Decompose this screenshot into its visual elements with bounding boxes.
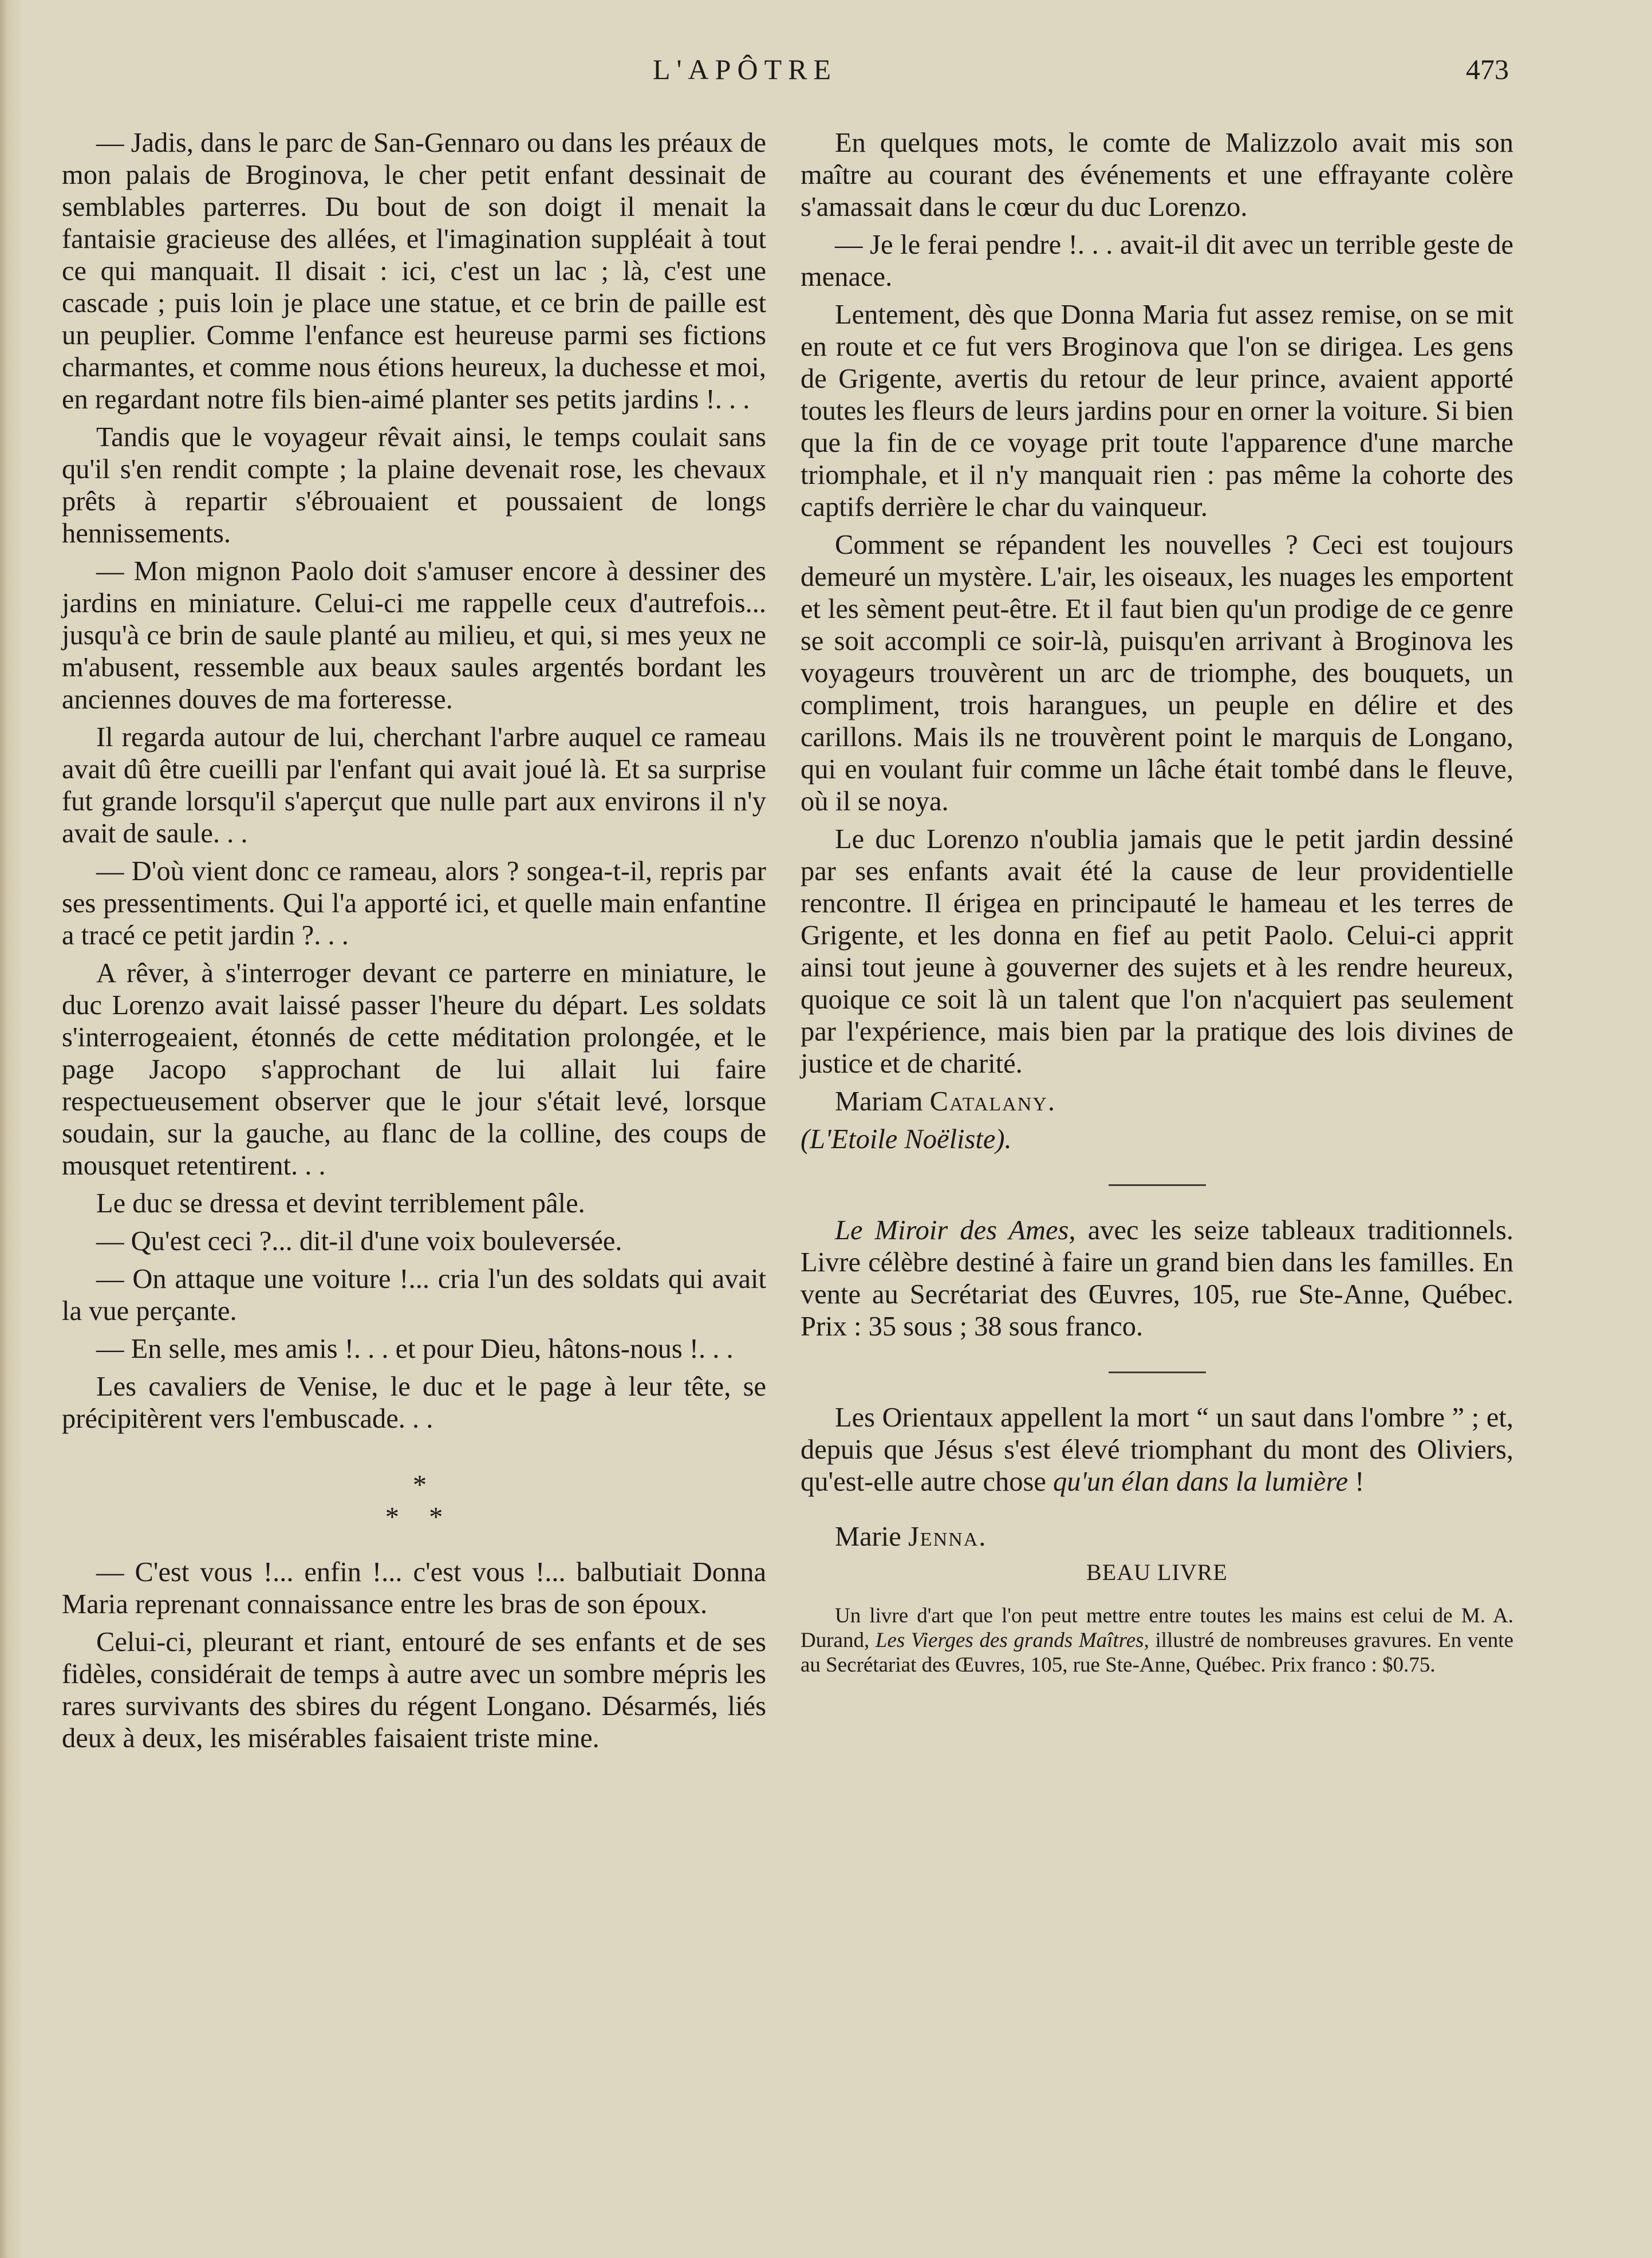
paragraph: Tandis que le voyageur rêvait ainsi, le temps coulait sans qu'il s'en rendit compte ; la plaine devenait rose, les chevaux prêts à repartir s'ébrouaient et poussaient de longs hennissements. <box>62 422 766 549</box>
asterisk-top: * <box>412 1470 427 1500</box>
beau-livre-heading: BEAU LIVRE <box>1086 1559 1228 1585</box>
paragraph: Comment se répandent les nouvelles ? Ceci est toujours demeuré un mystère. L'air, les oiseaux, les nuages les emportent et les sèment peut-être. Et il faut bien qu'un prodige de ce genre se soit accompli ce soir-là, puisqu'en arrivant à Broginova les voyageurs trouvèrent un arc de triomphe, des bouquets, un compliment, trois harangues, un peuple en délire et des carillons. Mais ils ne trouvèrent point le marquis de Longano, qui en voulant fuir comme un lâche était tombé dans le fleuve, où il se noya. <box>801 530 1513 817</box>
book-notice-text <box>801 1215 1513 1343</box>
book-notice <box>801 1215 1513 1343</box>
paragraph: — Je le ferai pendre !. . . avait-il dit avec un terrible geste de menace. <box>801 230 1513 292</box>
page-header <box>0 53 1652 93</box>
author-signature <box>801 1086 1513 1118</box>
running-title: L'APÔTRE <box>653 53 838 85</box>
quote-author-first: Marie <box>835 1522 901 1552</box>
paragraph: Les cavaliers de Venise, le duc et le page à leur tête, se précipitèrent vers l'embuscade. . . <box>62 1372 766 1434</box>
quote-text <box>801 1402 1513 1498</box>
paragraph: — En selle, mes amis !. . . et pour Dieu, hâtons-nous !. . . <box>96 1334 734 1364</box>
paragraph: — C'est vous !... enfin !... c'est vous !... balbutiait Donna Maria reprenant connaissance entre les bras de son époux. <box>62 1557 766 1619</box>
beau-livre-book-title: Les Vierges des grands Maîtres, <box>875 1629 1149 1652</box>
paragraph: Lentement, dès que Donna Maria fut assez remise, on se mit en route et ce fut vers Broginova que l'on se dirigea. Les gens de Grigente, avertis du retour de leur prince, avaient apporté toutes les fleurs de leurs jardins pour en orner la voiture. Si bien que la fin de ce voyage prit toute l'apparence d'une marche triomphale, et il n'y manquait rien : pas même la cohorte des captifs derrière le char du vainqueur. <box>801 300 1513 522</box>
quote-author-last: Jenna. <box>908 1522 987 1552</box>
author-first-name: Mariam <box>835 1086 923 1117</box>
divider-rule <box>1109 1372 1206 1373</box>
paragraph: Le duc Lorenzo n'oublia jamais que le petit jardin dessiné par ses enfants avait été la cause de leur providentielle rencontre. Il érigea en principauté le hameau et les terres de Grigente, et les donna en fief au petit Paolo. Celui-ci apprit ainsi tout jeune à gouverner des sujets et à les rendre heureux, quoique ce soit là un talent que l'on n'acquiert pas seulement par l'expérience, mais bien par la pratique des lois divines de justice et de charité. <box>801 824 1513 1079</box>
quote-signature <box>801 1521 1513 1553</box>
quote-end: ! <box>1348 1467 1365 1497</box>
paragraph: — D'où vient donc ce rameau, alors ? songea-t-il, repris par ses pressentiments. Qui l'a apporté ici, et quelle main enfantine a tracé ce petit jardin ?. . . <box>62 856 766 951</box>
page-number: 473 <box>1466 53 1509 85</box>
paragraph: — Jadis, dans le parc de San-Gennaro ou dans les préaux de mon palais de Broginova, le cher petit enfant dessinait de semblables parterres. Du bout de son doigt il menait la fantaisie gracieuse des allées, et l'imagination suppléait à tout ce qui manquait. Il disait : ici, c'est un lac ; là, c'est une cascade ; puis loin je place une statue, et ce brin de paille est un peuplier. Comme l'enfance est heureuse parmi ses fictions charmantes, et comme nous étions heureux, la duchesse et moi, en regardant notre fils bien-aimé planter ses petits jardins !. . . <box>62 128 766 415</box>
quote-notice <box>801 1402 1513 1553</box>
divider-rule <box>1109 1184 1206 1186</box>
section-break-asterisks <box>62 1469 766 1534</box>
beau-livre-body-2: illustré de nombreuses gravures. En vente au Secrétariat des Œuvres, 105, rue Ste-Anne, Québec. Prix franco : $0.75. <box>801 1629 1513 1677</box>
paragraph: A rêver, à s'interroger devant ce parterre en miniature, le duc Lorenzo avait laissé passer l'heure du départ. Les soldats s'interrogeaient, étonnés de cette méditation prolongée, et le page Jacopo s'approchant de lui allait lui faire respectueusement observer que le jour s'était levé, lorsque soudain, sur la gauche, au flanc de la colline, des coups de mousquet retentirent. . . <box>62 958 766 1181</box>
right-column <box>801 127 1513 1683</box>
quote-body: Les Orientaux appellent la mort “ un saut dans l'ombre ” ; et, depuis que Jésus s'est élevé triomphant du mont des Oliviers, qu'est-elle autre chose <box>801 1402 1513 1497</box>
book-title: Le Miroir des Ames, <box>835 1215 1076 1246</box>
paragraph: En quelques mots, le comte de Malizzolo avait mis son maître au courant des événements et une effrayante colère s'amassait dans le cœur du duc Lorenzo. <box>801 128 1513 222</box>
paragraph: Il regarda autour de lui, cherchant l'arbre auquel ce rameau avait dû être cueilli par l'enfant qui avait joué là. Et sa surprise fut grande lorsqu'il s'aperçut que nulle part aux environs il n'y avait de saule. . . <box>62 722 766 849</box>
paragraph: — Mon mignon Paolo doit s'amuser encore à dessiner des jardins en miniature. Celui-ci me rappelle ceux d'autrefois... jusqu'à ce brin de saule planté au milieu, et qui, si mes yeux ne m'abusent, ressemble aux beaux saules argentés bordant les anciennes douves de ma forteresse. <box>62 556 766 715</box>
beau-livre-text <box>801 1603 1513 1677</box>
source-citation: (L'Etoile Noëliste). <box>801 1124 1012 1154</box>
beau-livre-body-1: Un livre d'art que l'on peut mettre entre toutes les mains est celui de M. A. Durand, <box>801 1604 1513 1652</box>
author-last-name: Catalany. <box>929 1086 1056 1117</box>
paragraph: — On attaque une voiture !... cria l'un des soldats qui avait la vue perçante. <box>62 1264 766 1326</box>
book-notice-body: avec les seize tableaux traditionnels. Livre célèbre destiné à faire un grand bien dans les familles. En vente au Secrétariat des Œuvres, 105, rue Ste-Anne, Québec. Prix : 35 sous ; 38 sous franco. <box>801 1215 1513 1342</box>
quote-italic: qu'un élan dans la lumière <box>1053 1467 1349 1497</box>
paragraph: — Qu'est ceci ?... dit-il d'une voix bouleversée. <box>96 1226 622 1256</box>
asterisk-bottom: * * <box>385 1502 443 1532</box>
paragraph: Celui-ci, pleurant et riant, entouré de ses enfants et de ses fidèles, considérait de temps à autre avec un sombre mépris les rares survivants des sbires du régent Longano. Désarmés, liés deux à deux, les misérables faisaient triste mine. <box>62 1627 766 1753</box>
paragraph: Le duc se dressa et devint terriblement pâle. <box>96 1188 585 1219</box>
left-column <box>62 127 766 1760</box>
